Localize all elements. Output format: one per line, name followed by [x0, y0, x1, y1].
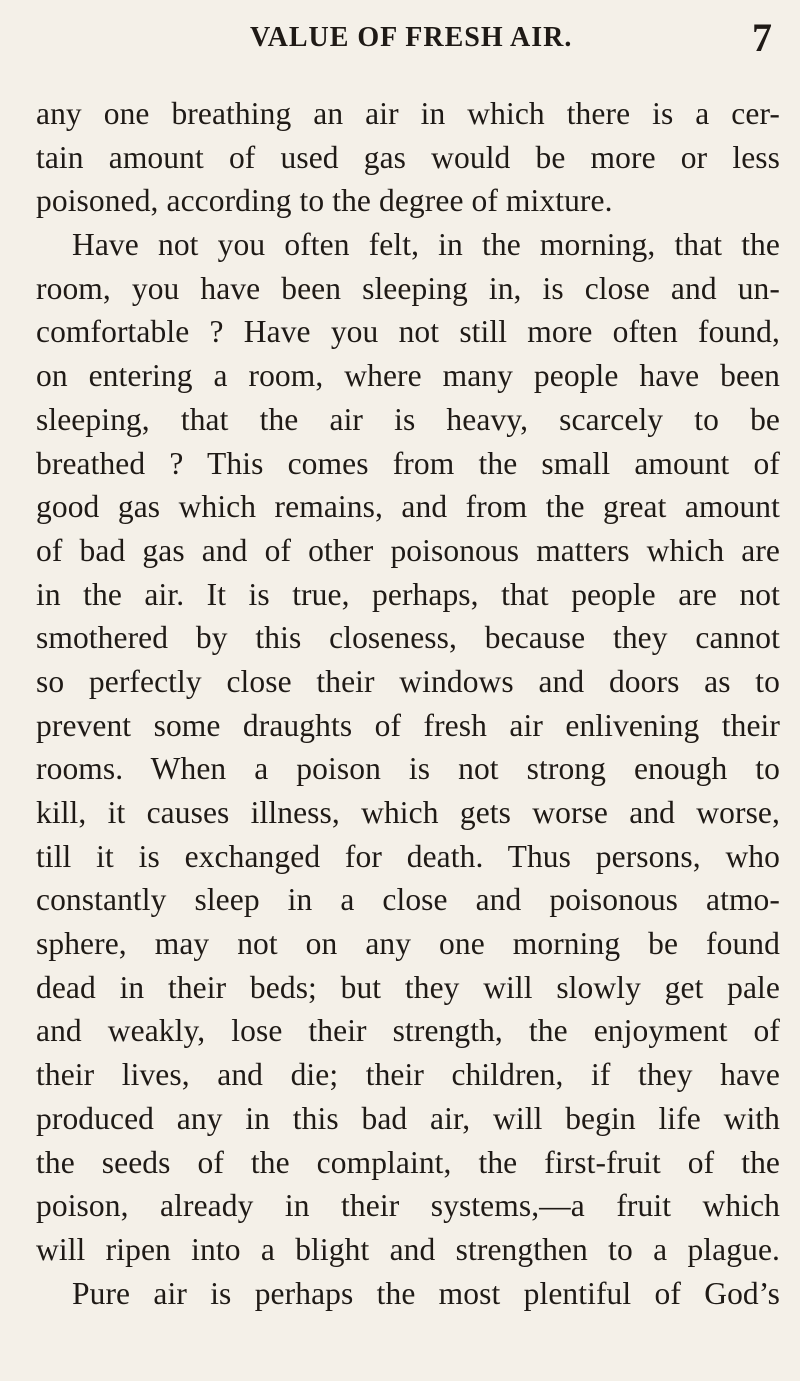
page-number: 7: [752, 15, 772, 60]
text-line: kill, it causes illness, which gets worse and worse,: [36, 795, 780, 830]
text-line: dead in their beds; but they will slowly get pale: [36, 969, 780, 1005]
text-line: smothered by this closeness, because they cannot: [36, 620, 780, 656]
text-line: Pure air is perhaps the most plentiful of God’s: [72, 1275, 780, 1311]
text-line: so perfectly close their windows and doors as to: [36, 663, 780, 699]
text-line: breathed ? This comes from the small amount of: [36, 445, 780, 481]
text-line: of bad gas and of other poisonous matters which are: [36, 532, 780, 568]
text-line: their lives, and die; their children, if they have: [36, 1057, 780, 1093]
text-line: comfortable ? Have you not still more often found,: [36, 314, 780, 350]
text-line: sleeping, that the air is heavy, scarcely to be: [36, 401, 780, 437]
text-line: Have not you often felt, in the morning, that the: [72, 227, 780, 263]
text-line: poisoned, according to the degree of mixture.: [36, 183, 613, 219]
text-line: the seeds of the complaint, the first-fruit of the: [36, 1144, 780, 1180]
text-line: and weakly, lose their strength, the enjoyment of: [36, 1013, 780, 1049]
text-line: room, you have been sleeping in, is close and un-: [36, 270, 780, 306]
text-line: any one breathing an air in which there is a cer-: [36, 96, 780, 131]
text-line: in the air. It is true, perhaps, that people are not: [36, 576, 780, 612]
body-text: [36, 92, 780, 1315]
text-line: rooms. When a poison is not strong enough to: [36, 751, 780, 787]
text-line: will ripen into a blight and strengthen to a plague.: [36, 1231, 780, 1267]
text-line: on entering a room, where many people have been: [36, 358, 780, 394]
text-line: tain amount of used gas would be more or less: [36, 139, 780, 175]
text-line: produced any in this bad air, will begin life with: [36, 1100, 780, 1136]
page-header: [0, 15, 800, 60]
running-title: VALUE OF FRESH AIR.: [250, 22, 573, 53]
text-line: till it is exchanged for death. Thus persons, who: [36, 838, 780, 874]
text-line: prevent some draughts of fresh air enlivening their: [36, 707, 780, 743]
text-line: good gas which remains, and from the great amount: [36, 489, 780, 525]
text-line: sphere, may not on any one morning be found: [36, 926, 780, 962]
text-line: constantly sleep in a close and poisonous atmo-: [36, 882, 780, 918]
text-line: poison, already in their systems,—a fruit which: [36, 1188, 780, 1224]
